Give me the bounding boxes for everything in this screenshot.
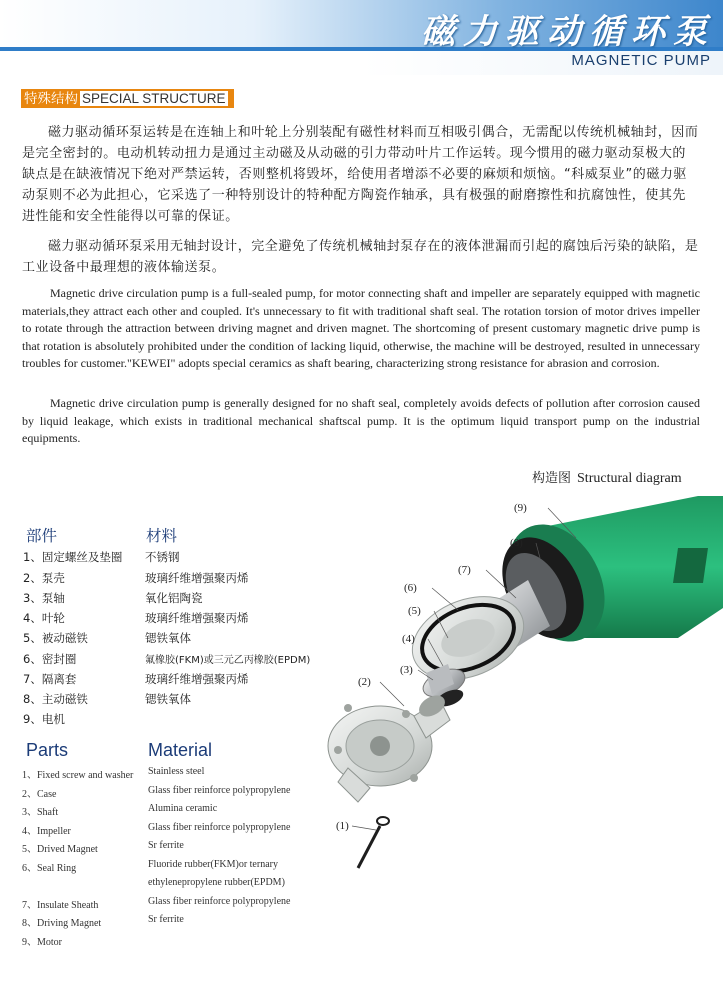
part-name: 1、Fixed screw and washer (22, 770, 134, 781)
pump-case-part (328, 691, 450, 802)
table-row (22, 914, 322, 932)
callout-3: (3) (400, 664, 413, 676)
diagram-title-en: Structural diagram (577, 471, 682, 486)
part-material: Sr ferrite (148, 840, 184, 851)
part-material: Glass fiber reinforce polypropylene (148, 896, 291, 907)
table-row (22, 933, 322, 951)
part-material: Stainless steel (148, 766, 205, 777)
fixed-screw-part (358, 817, 389, 868)
section-label-cn: 特殊结构 (24, 91, 78, 107)
table-row (22, 877, 322, 895)
part-material: 氟橡胶(FKM)或三元乙丙橡胶(EPDM) (145, 655, 311, 666)
table-row (22, 840, 322, 858)
part-material: Alumina ceramic (148, 803, 218, 814)
part-name: 7、Insulate Sheath (22, 900, 99, 911)
part-name: 6、密封圈 (23, 652, 77, 666)
part-material: Fluoride rubber(FKM)or ternary (148, 859, 278, 870)
part-name: 8、Driving Magnet (22, 918, 102, 929)
table-row (22, 822, 322, 840)
part-material: 不锈钢 (145, 550, 180, 564)
part-material: 锶铁氧体 (145, 631, 191, 645)
part-material: Glass fiber reinforce polypropylene (148, 785, 291, 796)
table-row (23, 651, 343, 671)
part-name: 4、叶轮 (23, 611, 65, 625)
part-name: 3、Shaft (22, 807, 59, 818)
description-en-paragraph-1: Magnetic drive circulation pump is a full-sealed pump, for motor connecting shaft and impeller are separately equipped with magnetic materials,they attract each other and coupled. It's unnecessary to fit with traditional shaft seal. The rotation torsion of motor drives impeller to rotate through the attraction between driving magnet and driven magnet. The shortcoming of present customary magnetic drive pump is that rotation is absolutely prohibited under the condition of lacking liquid, otherwise, the machine will be destroyed, resulted in unnecessary troubles for customer."KEWEI" adopts special ceramics as shaft bearing, characterizing strong resistance for abrasion and corrosion. (22, 286, 700, 371)
table-row (22, 859, 322, 877)
part-material: 玻璃纤维增强聚丙烯 (145, 571, 249, 585)
table-row (22, 785, 322, 803)
parts-en-header-material: Material (148, 740, 213, 760)
section-label (21, 89, 234, 108)
part-material: 玻璃纤维增强聚丙烯 (145, 611, 249, 625)
part-material: 锶铁氧体 (145, 692, 191, 706)
callout-2: (2) (358, 676, 371, 688)
part-name: 9、Motor (22, 937, 62, 948)
exploded-pump-diagram (318, 488, 723, 888)
table-row (22, 896, 322, 914)
part-material: Sr ferrite (148, 914, 184, 925)
page-title-en: MAGNETIC PUMP (571, 52, 711, 69)
part-name: 4、Impeller (22, 826, 71, 837)
parts-cn-header-part: 部件 (26, 527, 58, 545)
part-material: Glass fiber reinforce polypropylene (148, 822, 291, 833)
part-name: 6、Seal Ring (22, 863, 77, 874)
part-name: 5、被动磁铁 (23, 631, 88, 645)
callout-6: (6) (404, 582, 417, 594)
callout-1: (1) (336, 820, 349, 832)
table-row (22, 803, 322, 821)
table-row (22, 766, 322, 784)
table-row (23, 691, 343, 711)
part-name: 2、泵壳 (23, 571, 65, 585)
page-title-cn: 磁力驱动循环泵 (421, 12, 715, 52)
part-name: 9、电机 (23, 712, 65, 726)
parts-en-header-part: Parts (26, 740, 69, 760)
part-name: 3、泵轴 (23, 591, 65, 605)
part-material: 玻璃纤维增强聚丙烯 (145, 672, 249, 686)
part-material: ethylenepropylene rubber(EPDM) (148, 877, 285, 888)
diagram-title-cn: 构造图 (532, 471, 572, 486)
callout-7: (7) (458, 564, 471, 576)
table-row (23, 711, 343, 731)
callout-5: (5) (408, 605, 421, 617)
callout-4: (4) (402, 633, 415, 645)
part-name: 2、Case (22, 789, 57, 800)
callout-8: (8) (510, 537, 523, 549)
table-row (23, 630, 343, 650)
table-row (23, 549, 343, 569)
description-cn-paragraph-2: 磁力驱动循环泵采用无轴封设计，完全避免了传统机械轴封泵存在的液体泄漏而引起的腐蚀后污染的缺陷，是工业设备中最理想的液体输送泵。 (22, 239, 699, 275)
table-row (23, 671, 343, 691)
parts-cn-header-material: 材料 (146, 527, 178, 545)
callout-9: (9) (514, 502, 527, 514)
description-cn-paragraph-1: 磁力驱动循环泵运转是在连轴上和叶轮上分别装配有磁性材料而互相吸引偶合，无需配以传统机械轴封，因而是完全密封的。电动机转动扭力是通过主动磁及从动磁的引力带动叶片工作运转。现今惯用的磁力驱动泵极大的缺点是在缺液情况下绝对严禁运转，否则整机将毁坏，给使用者增添不必要的麻烦和烦恼。“科威泵业”的磁力驱动泵则不必为此担心，它采选了一种特别设计的特种配方陶瓷作轴承，具有极强的耐磨擦性和抗腐蚀性，使其先进性能和安全性能得以可靠的保证。 (22, 125, 699, 224)
part-material: 氧化铝陶瓷 (145, 591, 203, 605)
part-name: 1、固定螺丝及垫圈 (23, 550, 123, 564)
table-row (23, 570, 343, 590)
section-label-en: SPECIAL STRUCTURE (82, 91, 226, 106)
description-en-paragraph-2: Magnetic drive circulation pump is generally designed for no shaft seal, completely avoids defects of pollution after corrosion caused by liquid leakage, which exists in traditional mechanical shaftscal pump. It is the optimum liquid transport pump on the industrial equipments. (22, 396, 700, 446)
diagram-title (532, 467, 682, 487)
part-name: 7、隔离套 (23, 672, 77, 686)
page-header (0, 0, 723, 86)
table-row (23, 610, 343, 630)
part-name: 8、主动磁铁 (23, 692, 88, 706)
table-row (23, 590, 343, 610)
part-name: 5、Drived Magnet (22, 844, 98, 855)
